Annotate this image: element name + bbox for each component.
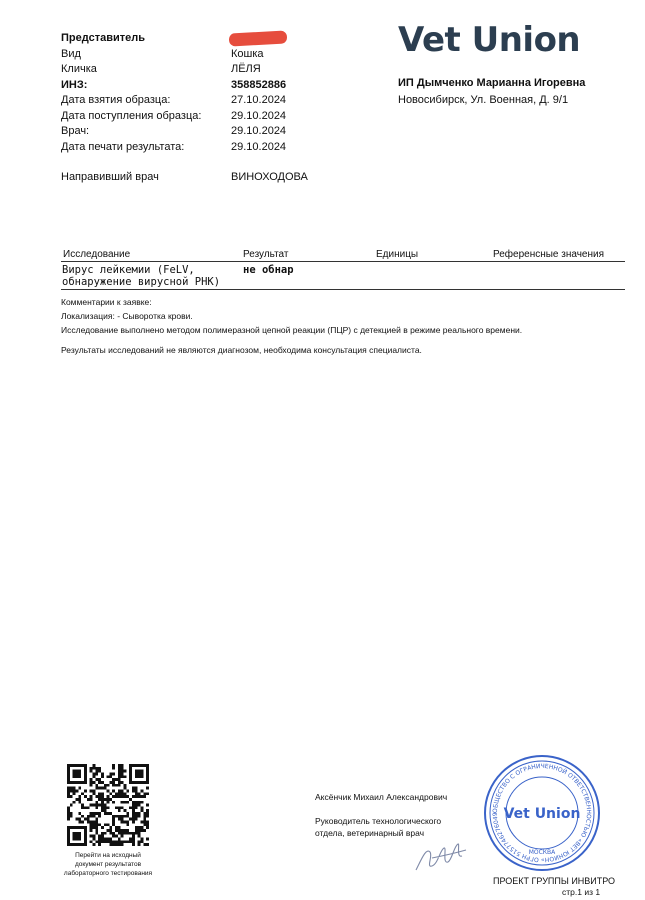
patient-info	[61, 31, 381, 155]
qr-caption	[56, 851, 160, 878]
comments-localization: Локализация: - Сыворотка крови.	[61, 311, 193, 321]
patient-row	[61, 78, 381, 94]
signatory-title-line2: отдела, ветеринарный врач	[315, 828, 425, 838]
patient-row-value: 29.10.2024	[231, 109, 287, 122]
patient-row	[61, 140, 381, 156]
col-header-result: Результат	[243, 249, 289, 260]
patient-row	[61, 124, 381, 140]
table-row	[61, 264, 625, 288]
patient-row	[61, 109, 381, 125]
col-header-reference: Референсные значения	[493, 249, 605, 260]
patient-row-value: 27.10.2024	[231, 94, 287, 106]
svg-text:МОСКВА: МОСКВА	[528, 849, 556, 856]
signatory-name: Аксёнчик Михаил Александрович	[315, 792, 448, 802]
patient-row-label: Дата печати результата:	[61, 140, 185, 153]
patient-row	[61, 31, 381, 47]
svg-text:ОБЩЕСТВО С ОГРАНИЧЕННОЙ ОТВЕТС: ОБЩЕСТВО С ОГРАНИЧЕННОЙ ОТВЕТСТВЕННОСТЬЮ «ВЕТ ЮНИОН» ОГРН 5157746276049	[491, 762, 593, 864]
patient-row-label: Вид	[61, 47, 81, 60]
col-header-units: Единицы	[376, 249, 419, 260]
patient-row-value: 29.10.2024	[231, 125, 287, 137]
qr-caption-line3: лабораторного тестирования	[63, 870, 153, 877]
comments-method: Исследование выполнено методом полимеразной цепной реакции (ПЦР) с детекцией в режиме реального времени.	[61, 325, 523, 335]
patient-row-label: Дата поступления образца:	[61, 109, 202, 122]
vet-union-stamp	[482, 753, 602, 873]
table-row-rule	[61, 289, 625, 290]
footer-page: стр.1 из 1	[562, 887, 601, 897]
test-name-line1: Вирус лейкемии (FeLV,	[62, 264, 195, 276]
comments-block	[61, 295, 522, 357]
patient-row-value: ЛЁЛЯ	[231, 63, 261, 75]
footer-project: ПРОЕКТ ГРУППЫ ИНВИТРО	[493, 876, 616, 886]
patient-row-value: 358852886	[231, 78, 287, 91]
qr-caption-line2: документ результатов	[74, 861, 142, 868]
comments-disclaimer: Результаты исследований не являются диагнозом, необходима консультация специалиста.	[61, 345, 422, 355]
patient-row-value: 29.10.2024	[231, 140, 287, 153]
col-header-test: Исследование	[63, 249, 131, 260]
signature-image	[412, 838, 470, 878]
patient-row	[61, 62, 381, 78]
patient-row-label: Дата взятия образца:	[61, 94, 171, 106]
qr-code[interactable]	[67, 764, 149, 846]
patient-row-label: Кличка	[61, 63, 97, 75]
result-value: не обнар	[243, 264, 294, 276]
patient-row-label: ИНЗ:	[61, 78, 88, 91]
test-name-line2: обнаружение вирусной РНК)	[62, 276, 221, 288]
patient-row	[61, 93, 381, 109]
clinic-name: ИП Дымченко Марианна Игоревна	[398, 77, 586, 89]
svg-text:Vet Union: Vet Union	[503, 806, 581, 822]
patient-row-label: Врач:	[61, 125, 90, 137]
patient-row	[61, 47, 381, 63]
referring-doctor-label: Направивший врач	[61, 171, 159, 183]
table-header-rule	[61, 261, 625, 262]
qr-caption-line1: Перейти на исходный	[75, 852, 141, 859]
referring-doctor-value: ВИНОХОДОВА	[231, 171, 308, 183]
comments-title: Комментарии к заявке:	[61, 297, 152, 307]
clinic-address: Новосибирск, Ул. Военная, Д. 9/1	[398, 94, 569, 106]
patient-row-label: Представитель	[61, 32, 145, 44]
vet-union-logo: Vet Union	[398, 20, 581, 60]
patient-row-value: Кошка	[231, 47, 264, 60]
signatory-title	[315, 815, 441, 839]
signatory-title-line1: Руководитель технологического	[315, 816, 442, 826]
